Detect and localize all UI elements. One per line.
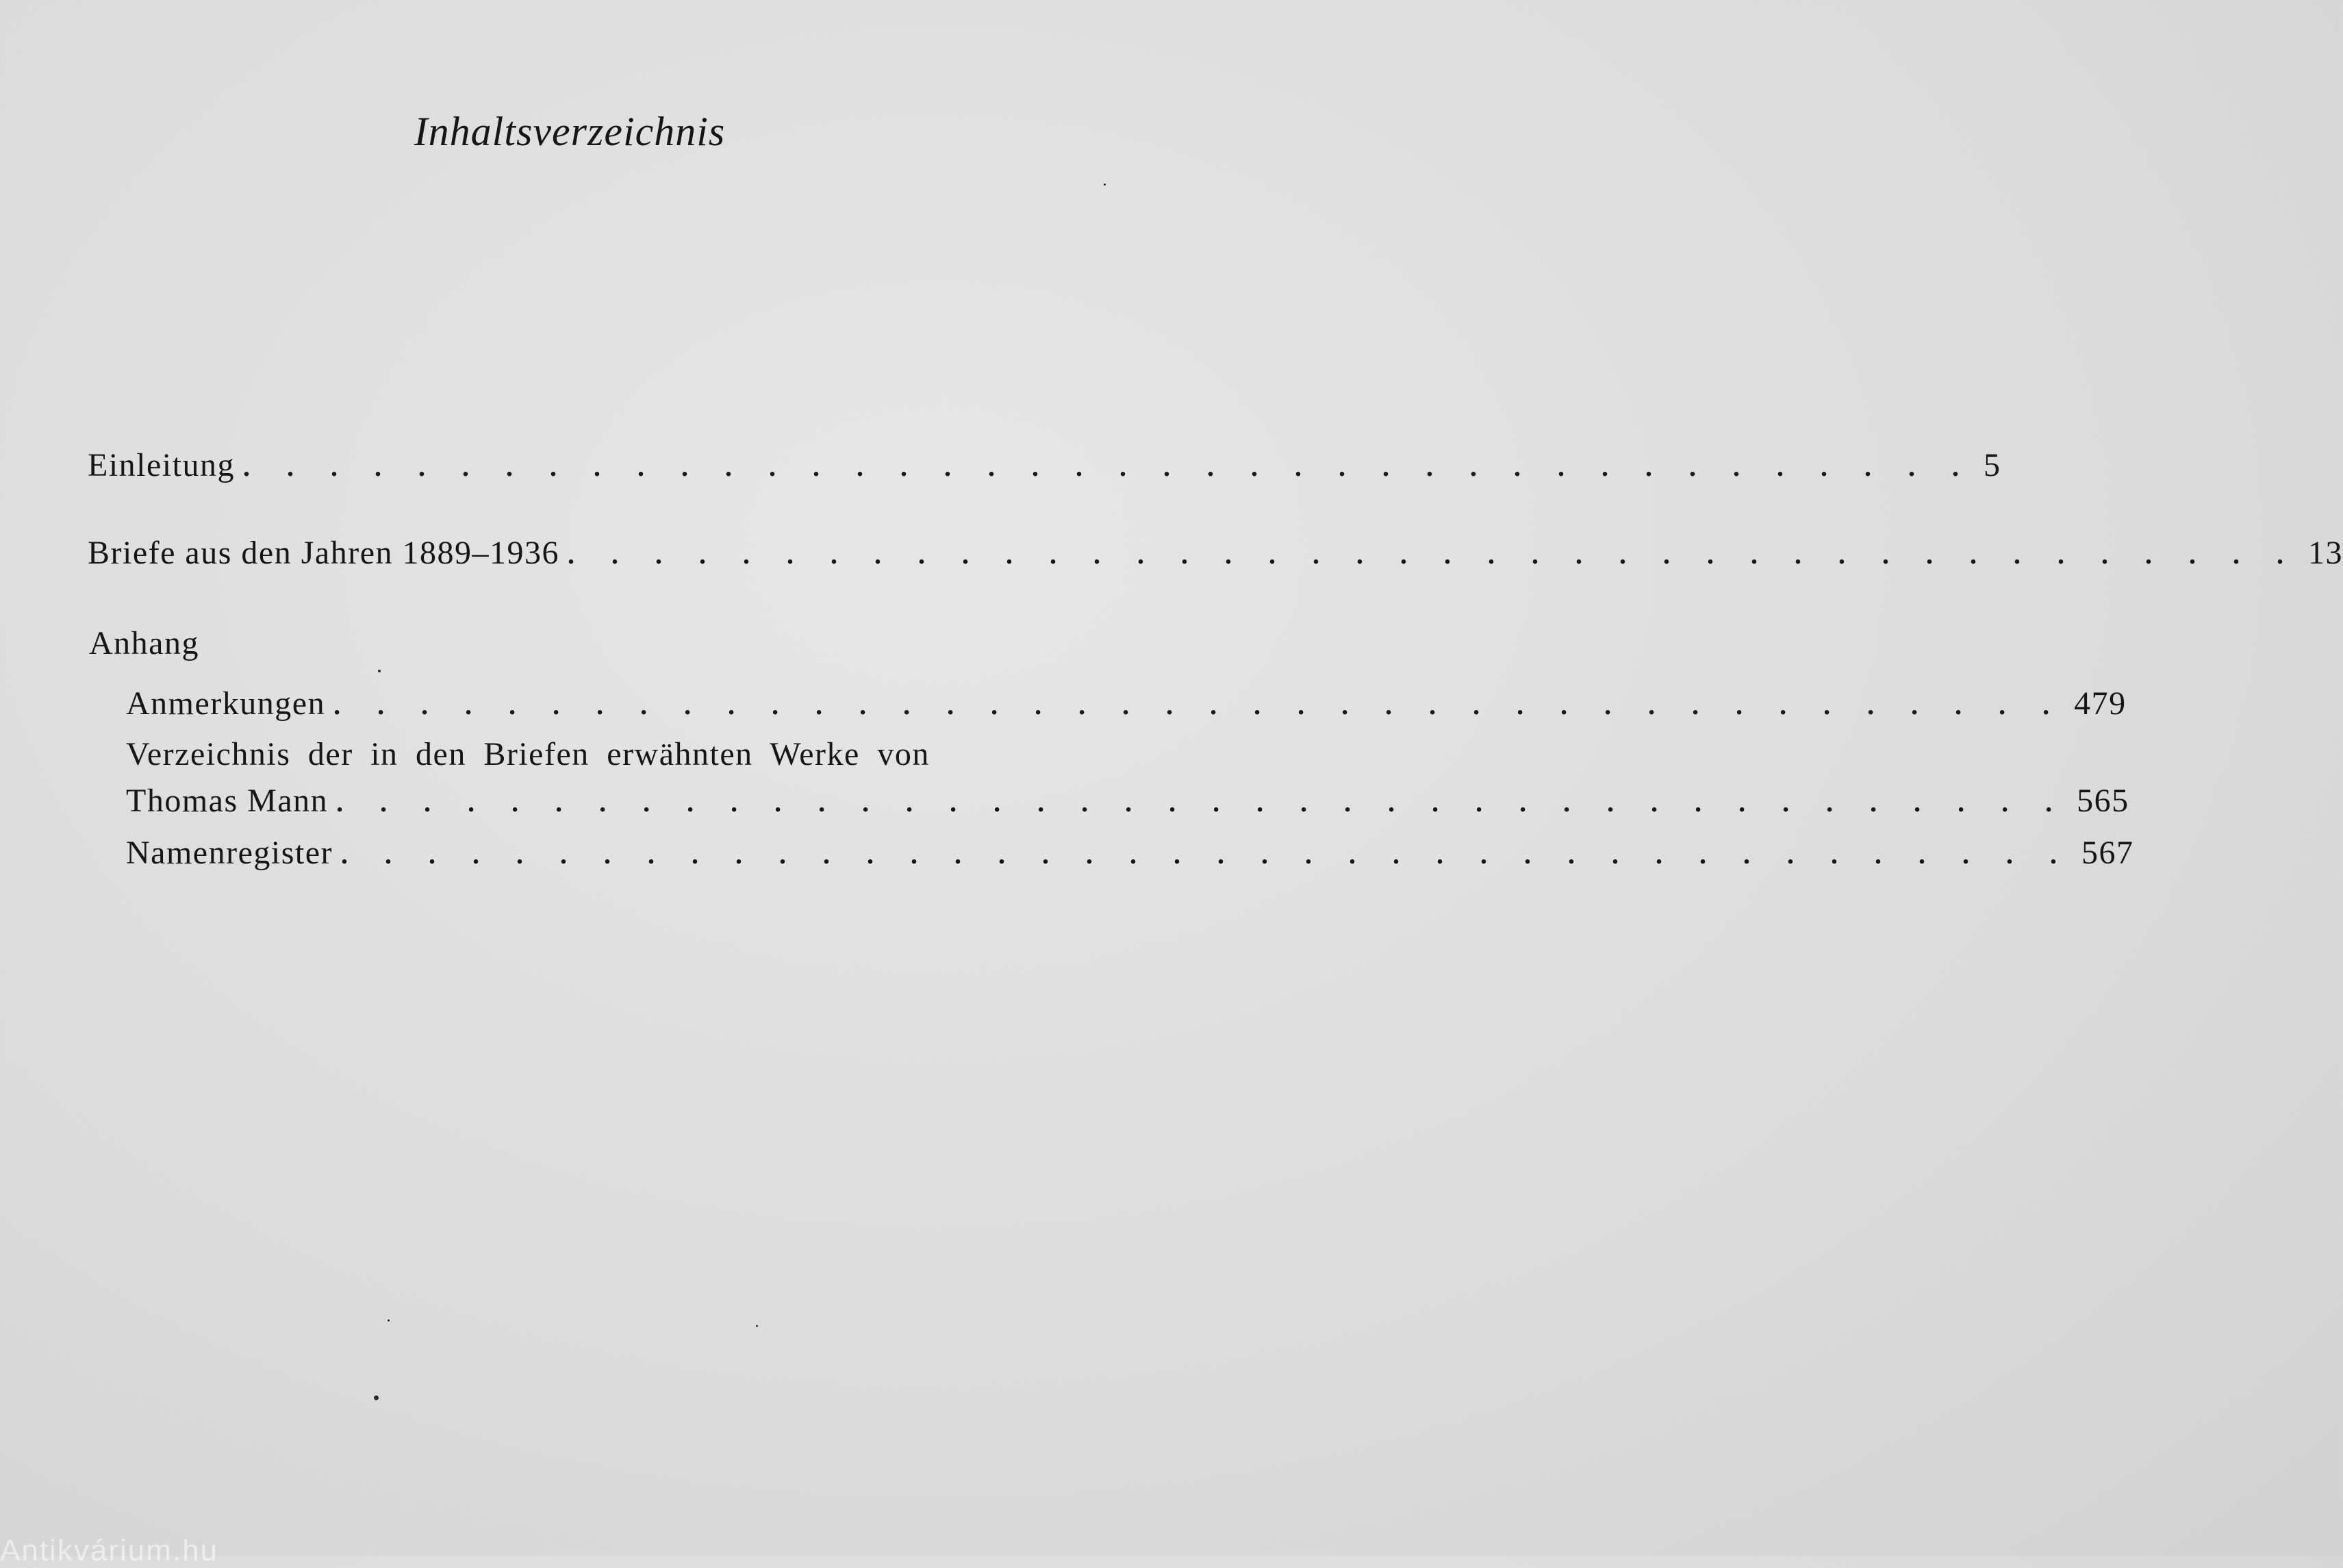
toc-entry-anmerkungen <box>126 685 2127 722</box>
toc-entry-verzeichnis <box>126 782 2129 820</box>
toc-section-heading: Anhang <box>89 625 199 661</box>
toc-entry-label: Namenregister <box>126 835 333 871</box>
toc-entry-page: 479 <box>2074 685 2127 722</box>
toc-entry-namenregister <box>126 834 2134 872</box>
toc-title: Inhaltsverzeichnis <box>414 109 726 154</box>
paper-speck <box>388 1319 390 1322</box>
toc-entry-briefe <box>88 534 2343 572</box>
toc-entry-verzeichnis-line1: Verzeichnis der in den Briefen erwähnten Werke von <box>126 736 930 772</box>
toc-entry-page: 565 <box>2077 783 2129 819</box>
toc-entry-label: Briefe aus den Jahren 1889–1936 <box>88 535 559 571</box>
paper-speck <box>756 1325 758 1327</box>
dot-leader: . . . . . . . . . . . . . . . . . . . . . . . . . . . . . . . . . . . . . . . . <box>333 690 2065 720</box>
paper-speck <box>378 670 381 672</box>
toc-entry-page: 5 <box>1983 447 2001 483</box>
toc-entry-label: Thomas Mann <box>126 783 329 819</box>
watermark-text: Antikvárium.hu <box>0 1534 219 1567</box>
dot-leader: . . . . . . . . . . . . . . . . . . . . . . . . . . . . . . . . . . . . . . . . <box>341 839 2073 870</box>
toc-entry-page: 567 <box>2081 835 2134 871</box>
dot-leader: . . . . . . . . . . . . . . . . . . . . . . . . . . . . . . . . . . . . . . . . <box>336 787 2068 818</box>
toc-entry-label: Einleitung <box>88 447 235 483</box>
paper-speck <box>374 1395 379 1400</box>
toc-entry-einleitung <box>88 446 2001 484</box>
toc-entry-label: Anmerkungen <box>126 685 326 722</box>
dot-leader: . . . . . . . . . . . . . . . . . . . . . . . . . . . . . . . . . . . . . . . . <box>568 539 2298 570</box>
dot-leader: . . . . . . . . . . . . . . . . . . . . . . . . . . . . . . . . . . . . . . . . <box>242 451 1974 482</box>
toc-entry-page: 13 <box>2308 535 2343 571</box>
paper-speck <box>1104 184 1106 186</box>
